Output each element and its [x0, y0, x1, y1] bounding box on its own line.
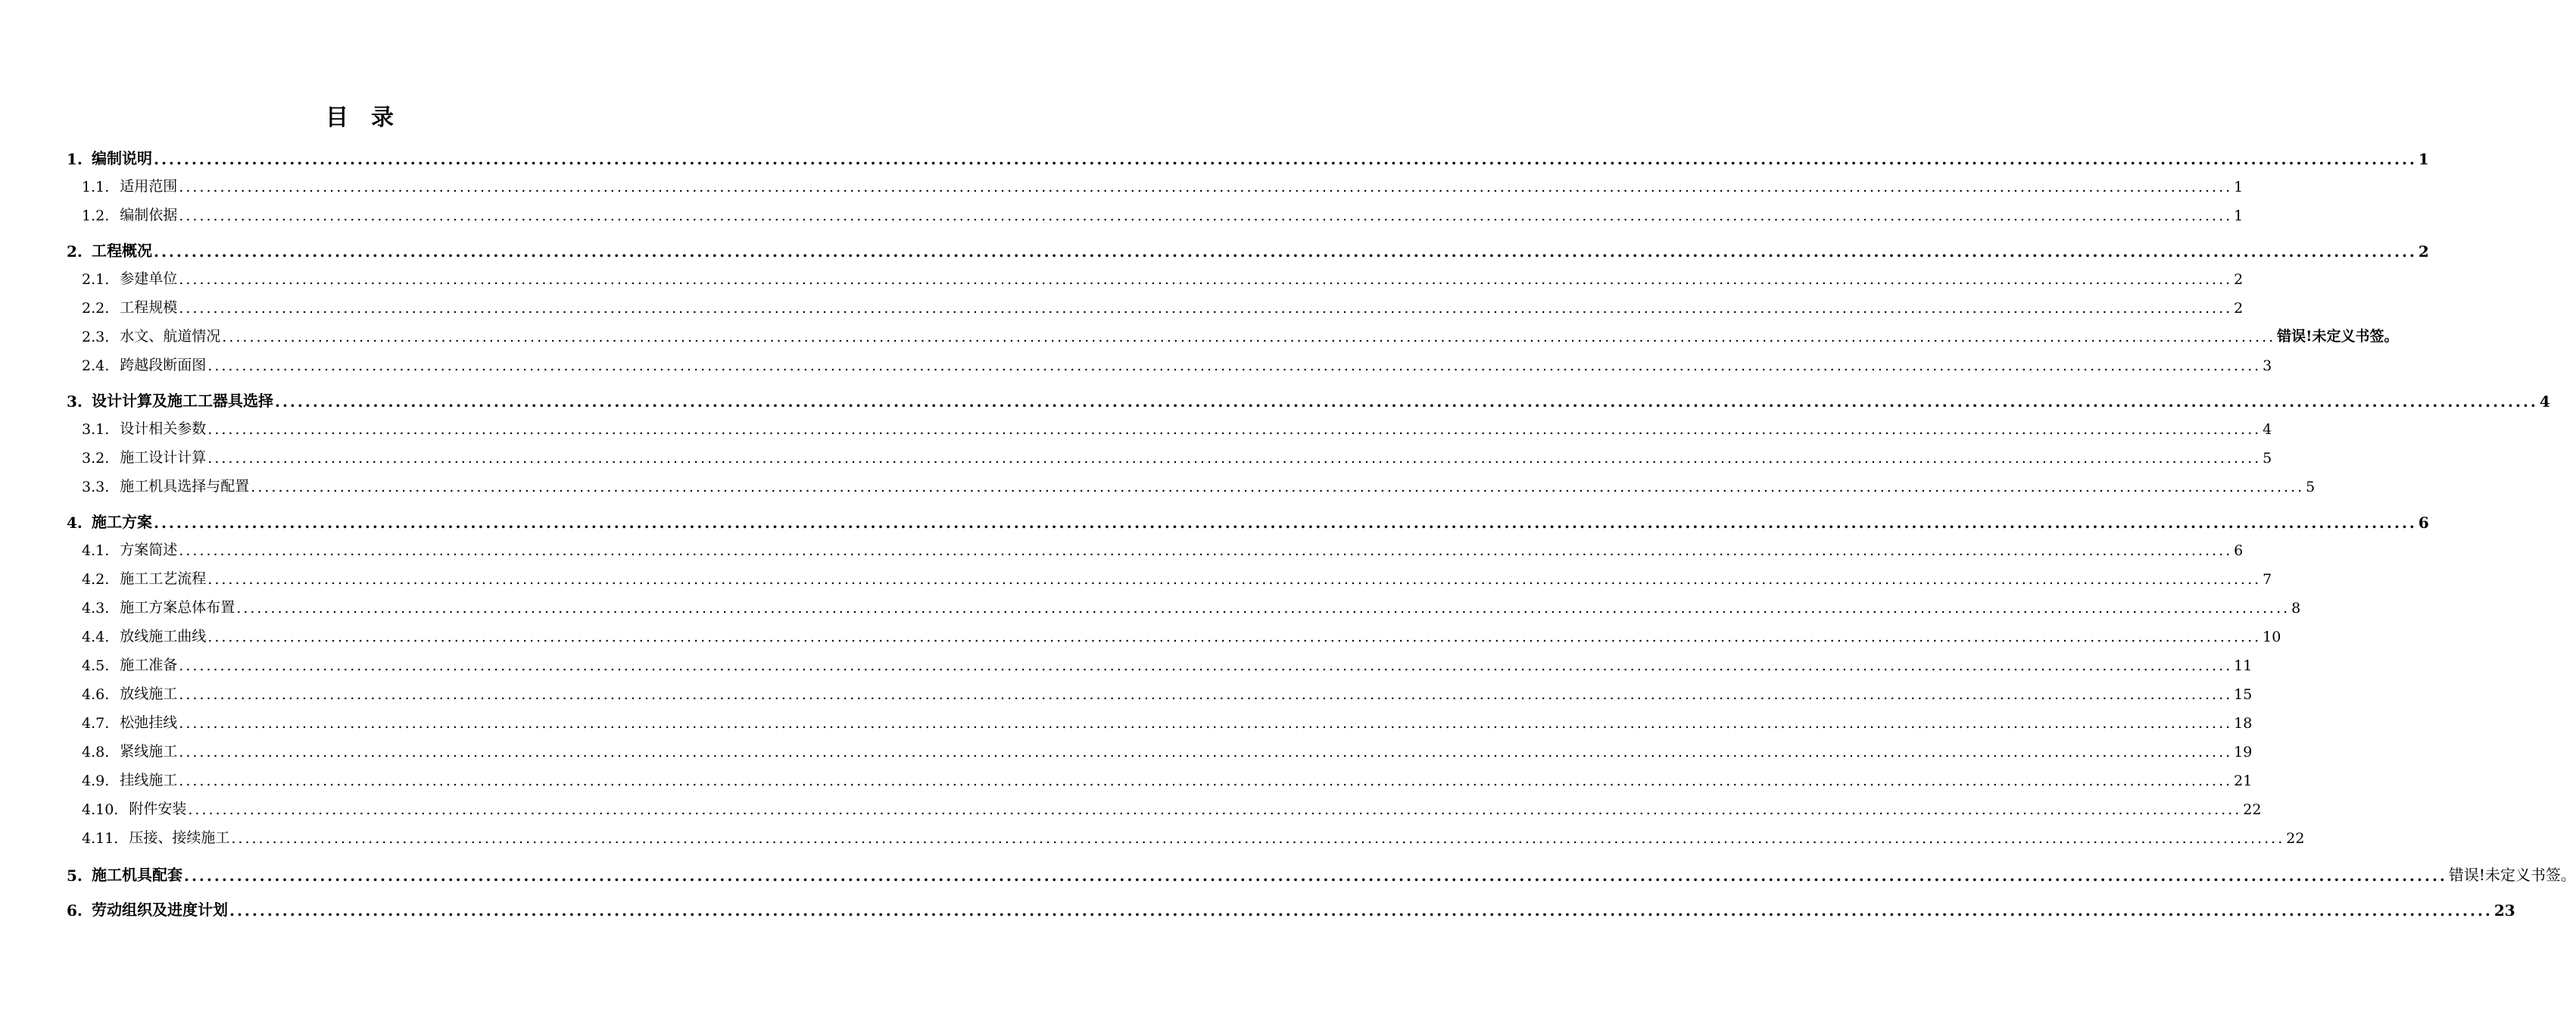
toc-entry-label: 压接、接续施工 [129, 829, 230, 846]
toc-leader-dots: ............................................................................................................................................................................................................................................................................................................ [231, 830, 2285, 847]
toc-leader-dots: ............................................................................................................................................................................................................................................................................................................ [184, 867, 2447, 885]
toc-entry-number: 2.3. [82, 329, 110, 345]
toc-entry[interactable] [82, 654, 2253, 674]
toc-entry-number: 6. [67, 901, 83, 920]
toc-entry-page: 错误!未定义书签。 [2448, 866, 2576, 884]
toc-leader-dots: ............................................................................................................................................................................................................................................................................................................ [154, 242, 2417, 261]
toc-entry-label: 劳动组织及进度计划 [92, 901, 228, 919]
toc-entry[interactable] [82, 740, 2253, 760]
toc-leader-dots: ............................................................................................................................................................................................................................................................................................................ [179, 542, 2233, 559]
toc-leader-dots: ............................................................................................................................................................................................................................................................................................................ [222, 329, 2276, 345]
toc-entry-label: 松弛挂线 [120, 714, 178, 731]
toc-entry[interactable] [67, 898, 2515, 920]
toc-leader-dots: ............................................................................................................................................................................................................................................................................................................ [154, 514, 2417, 532]
toc-entry[interactable] [82, 446, 2272, 467]
toc-leader-dots: ............................................................................................................................................................................................................................................................................................................ [179, 179, 2233, 195]
toc-entry-number: 1.1. [82, 179, 110, 195]
toc-entry[interactable] [82, 475, 2316, 495]
toc-entry-number: 3.1. [82, 421, 110, 438]
toc-entry-number: 5. [67, 867, 83, 885]
toc-entry-page: 2 [2418, 242, 2429, 261]
toc-entry-page: 4 [2539, 392, 2550, 411]
toc-entry-page: 22 [2286, 830, 2305, 847]
toc-entry-number: 2.2. [82, 300, 110, 317]
toc-entry-label: 工程概况 [92, 242, 152, 260]
toc-leader-dots: ............................................................................................................................................................................................................................................................................................................ [251, 479, 2305, 495]
toc-entry-page: 5 [2263, 450, 2272, 467]
toc-entry-number: 4.2. [82, 571, 110, 588]
toc-entry[interactable] [82, 682, 2253, 703]
toc-entry-number: 1. [67, 150, 83, 168]
toc-entry-page: 1 [2418, 150, 2429, 168]
toc-leader-dots: ............................................................................................................................................................................................................................................................................................................ [179, 657, 2233, 674]
toc-entry-number: 1.2. [82, 208, 110, 224]
toc-entry-label: 施工机具选择与配置 [120, 478, 250, 495]
toc-entry-page: 5 [2306, 479, 2316, 495]
toc-entry-page: 11 [2234, 657, 2253, 674]
toc-entry-label: 参建单位 [120, 270, 178, 287]
toc-leader-dots: ............................................................................................................................................................................................................................................................................................................ [229, 901, 2493, 920]
toc-entry[interactable] [67, 146, 2429, 168]
toc-entry-page: 15 [2234, 686, 2253, 703]
toc-entry-page: 1 [2234, 208, 2244, 224]
toc-entry-number: 3.3. [82, 479, 110, 495]
toc-entry[interactable] [82, 296, 2244, 317]
toc-entry-number: 4.11. [82, 830, 119, 847]
toc-entry-page: 4 [2263, 421, 2272, 438]
toc-entry-label: 施工方案总体布置 [120, 599, 235, 616]
toc-entry-label: 挂线施工 [120, 772, 178, 788]
toc-leader-dots: ............................................................................................................................................................................................................................................................................................................ [154, 150, 2417, 168]
toc-entry-label: 设计相关参数 [120, 420, 207, 437]
toc-entry[interactable] [82, 325, 2399, 345]
toc-entry-number: 2.1. [82, 271, 110, 288]
toc-entry-number: 4.8. [82, 744, 110, 760]
toc-leader-dots: ............................................................................................................................................................................................................................................................................................................ [179, 300, 2233, 317]
toc-leader-dots: ............................................................................................................................................................................................................................................................................................................ [275, 392, 2538, 411]
toc-leader-dots: ............................................................................................................................................................................................................................................................................................................ [207, 450, 2262, 467]
toc-entry[interactable] [82, 417, 2272, 438]
toc-entry[interactable] [82, 539, 2244, 559]
toc-leader-dots: ............................................................................................................................................................................................................................................................................................................ [207, 421, 2262, 438]
toc-entry-label: 施工机具配套 [92, 866, 182, 884]
toc-entry-page: 8 [2291, 600, 2301, 617]
toc-entry-page: 1 [2234, 179, 2244, 195]
toc-entry-number: 4.7. [82, 715, 110, 732]
toc-leader-dots: ............................................................................................................................................................................................................................................................................................................ [179, 744, 2233, 760]
toc-entry-page: 6 [2234, 542, 2244, 559]
toc-entry[interactable] [82, 769, 2253, 789]
toc-entry-number: 4.6. [82, 686, 110, 703]
toc-leader-dots: ............................................................................................................................................................................................................................................................................................................ [207, 571, 2262, 588]
toc-entry-number: 4.3. [82, 600, 110, 617]
toc-entry-label: 紧线施工 [120, 743, 178, 760]
toc-entry-label: 施工工艺流程 [120, 570, 207, 587]
toc-entry[interactable] [67, 239, 2429, 261]
toc-entry-page: 21 [2234, 773, 2253, 789]
toc-entry-label: 施工准备 [120, 657, 178, 673]
toc-leader-dots: ............................................................................................................................................................................................................................................................................................................ [179, 773, 2233, 789]
toc-entry-page: 错误!未定义书签。 [2277, 328, 2399, 345]
toc-entry-page: 7 [2263, 571, 2272, 588]
toc-entry-number: 3.2. [82, 450, 110, 467]
toc-entry-number: 4.9. [82, 773, 110, 789]
toc-entry-number: 4.1. [82, 542, 110, 559]
toc-leader-dots: ............................................................................................................................................................................................................................................................................................................ [179, 715, 2233, 732]
toc-entry-page: 2 [2234, 300, 2244, 317]
toc-entry-label: 编制依据 [120, 207, 178, 223]
toc-entry-label: 施工设计计算 [120, 449, 207, 466]
toc-entry[interactable] [82, 567, 2272, 588]
toc-entry-label: 方案简述 [120, 542, 178, 558]
toc-entry-number: 4.10. [82, 801, 119, 818]
toc-leader-dots: ............................................................................................................................................................................................................................................................................................................ [179, 208, 2233, 224]
toc-entry-label: 施工方案 [92, 513, 152, 531]
toc-entry[interactable] [82, 175, 2244, 195]
toc-entry[interactable] [82, 711, 2253, 732]
toc-entry-label: 附件安装 [129, 801, 187, 817]
toc-entry-number: 2. [67, 242, 83, 261]
toc-entry-label: 工程规模 [120, 299, 178, 316]
toc-entry-label: 水文、航道情况 [120, 328, 221, 345]
page-title: 目录 [326, 105, 416, 131]
toc-entry[interactable] [82, 826, 2305, 847]
toc-entry-page: 6 [2418, 514, 2429, 532]
toc-entry[interactable] [67, 863, 2576, 885]
toc-leader-dots: ............................................................................................................................................................................................................................................................................................................ [207, 629, 2262, 645]
toc-entry[interactable] [67, 510, 2429, 532]
toc-entry-label: 跨越段断面图 [120, 357, 207, 373]
toc-leader-dots: ............................................................................................................................................................................................................................................................................................................ [188, 801, 2242, 818]
toc-entry-number: 4.5. [82, 657, 110, 674]
toc-leader-dots: ............................................................................................................................................................................................................................................................................................................ [236, 600, 2291, 617]
toc-entry-label: 适用范围 [120, 178, 178, 195]
toc-entry-page: 19 [2234, 744, 2253, 760]
toc-entry[interactable] [82, 204, 2244, 224]
toc-entry-page: 3 [2263, 358, 2272, 374]
toc-entry[interactable] [67, 389, 2550, 411]
toc-entry[interactable] [82, 267, 2244, 288]
toc-entry[interactable] [82, 596, 2301, 617]
toc-entry-number: 2.4. [82, 358, 110, 374]
toc-entry-number: 3. [67, 392, 83, 411]
toc-entry[interactable] [82, 798, 2262, 818]
toc-leader-dots: ............................................................................................................................................................................................................................................................................................................ [179, 271, 2233, 288]
toc-entry-page: 23 [2493, 901, 2515, 920]
toc-entry-page: 10 [2263, 629, 2281, 645]
toc-entry-label: 放线施工 [120, 685, 178, 702]
toc-entry-page: 18 [2234, 715, 2253, 732]
toc-entry-page: 2 [2234, 271, 2244, 288]
toc-entry-number: 4.4. [82, 629, 110, 645]
toc-entry-label: 放线施工曲线 [120, 628, 207, 645]
toc-entry[interactable] [82, 625, 2281, 645]
toc-entry-label: 设计计算及施工工器具选择 [92, 392, 273, 410]
toc-entry-number: 4. [67, 514, 83, 532]
toc-leader-dots: ............................................................................................................................................................................................................................................................................................................ [179, 686, 2233, 703]
toc-entry[interactable] [82, 354, 2272, 374]
toc-entry-label: 编制说明 [92, 149, 152, 167]
toc-entry-page: 22 [2243, 801, 2262, 818]
toc-leader-dots: ............................................................................................................................................................................................................................................................................................................ [207, 358, 2262, 374]
